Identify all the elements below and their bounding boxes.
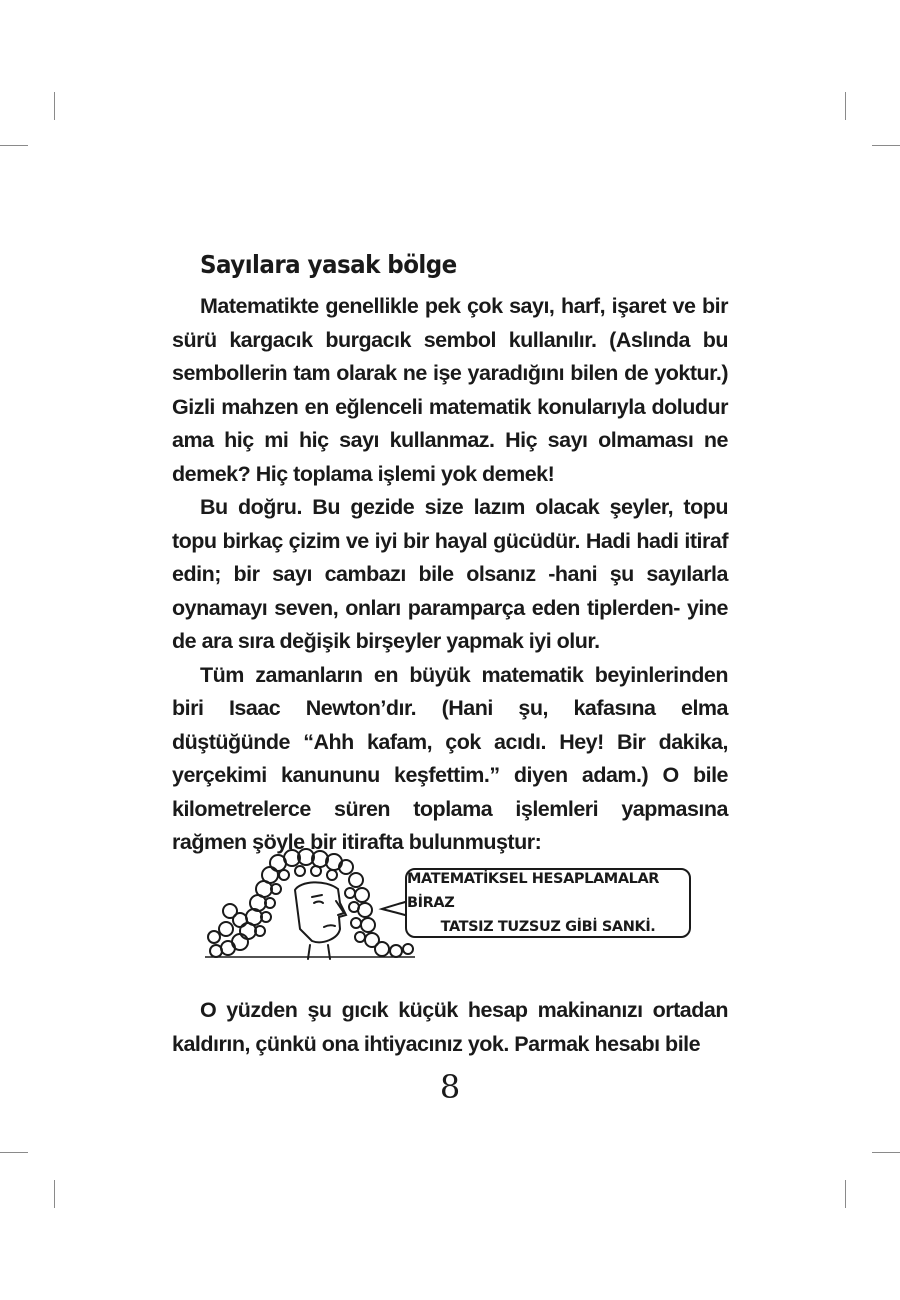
crop-mark-bottom-left (54, 1180, 55, 1208)
paragraph-3: Tüm zamanların en büyük matematik beyinlerinden biri Isaac Newton’dır. (Hani şu, kafasına elma düştüğünde “Ahh kafam, çok acıdı. Hey! Bir dakika, yerçekimi kanununu keşfettim.” diyen adam.) O bile kilometrelerce süren toplama işlemleri yapmasına rağmen şöyle bir itirafta bulunmuştur: (172, 662, 728, 854)
speech-line-1: MATEMATİKSEL HESAPLAMALAR BİRAZ (407, 871, 660, 911)
page-number: 8 (439, 1068, 461, 1106)
crop-mark-top-right (845, 92, 846, 120)
paragraph-2: Bu doğru. Bu gezide size lazım olacak şeyler, topu topu birkaç çizim ve iyi bir hayal gücüdür. Hadi hadi itiraf edin; bir sayı cambazı bile olsanız -hani şu sayılarla oynamayı seven, onları paramparça eden tiplerden- yine de ara sıra değişik birşeyler yapmak iyi olur. (172, 495, 728, 653)
crop-mark-bottom-right-h (872, 1152, 900, 1153)
speech-bubble (405, 868, 691, 938)
continuation-text (172, 994, 728, 1061)
face-outline (295, 882, 346, 942)
crop-mark-bottom-right (845, 1180, 846, 1208)
speech-tail (382, 902, 405, 915)
crop-mark-bottom-left-h (0, 1152, 28, 1153)
crop-mark-top-left-h (0, 145, 28, 146)
section-heading: Sayılara yasak bölge (200, 250, 457, 279)
crop-mark-top-right-h (872, 145, 900, 146)
paragraph-1: Matematikte genellikle pek çok sayı, harf, işaret ve bir sürü kargacık burgacık sembol kullanılır. (Aslında bu sembollerin tam olarak ne işe yaradığını bilen de yoktur.) Gizli mahzen en eğlenceli matematik konularıyla doludur ama hiç mi hiç sayı kullanmaz. Hiç sayı olmaması ne demek? Hiç toplama işlemi yok demek! (172, 294, 728, 486)
paragraph-4: O yüzden şu gıcık küçük hesap makinanızı ortadan kaldırın, çünkü ona ihtiyacınız yok. Parmak hesabı bile (172, 998, 728, 1056)
crop-mark-top-left (54, 92, 55, 120)
speech-line-2: TATSIZ TUZSUZ GİBİ SANKİ. (440, 919, 656, 935)
body-text (172, 290, 728, 860)
